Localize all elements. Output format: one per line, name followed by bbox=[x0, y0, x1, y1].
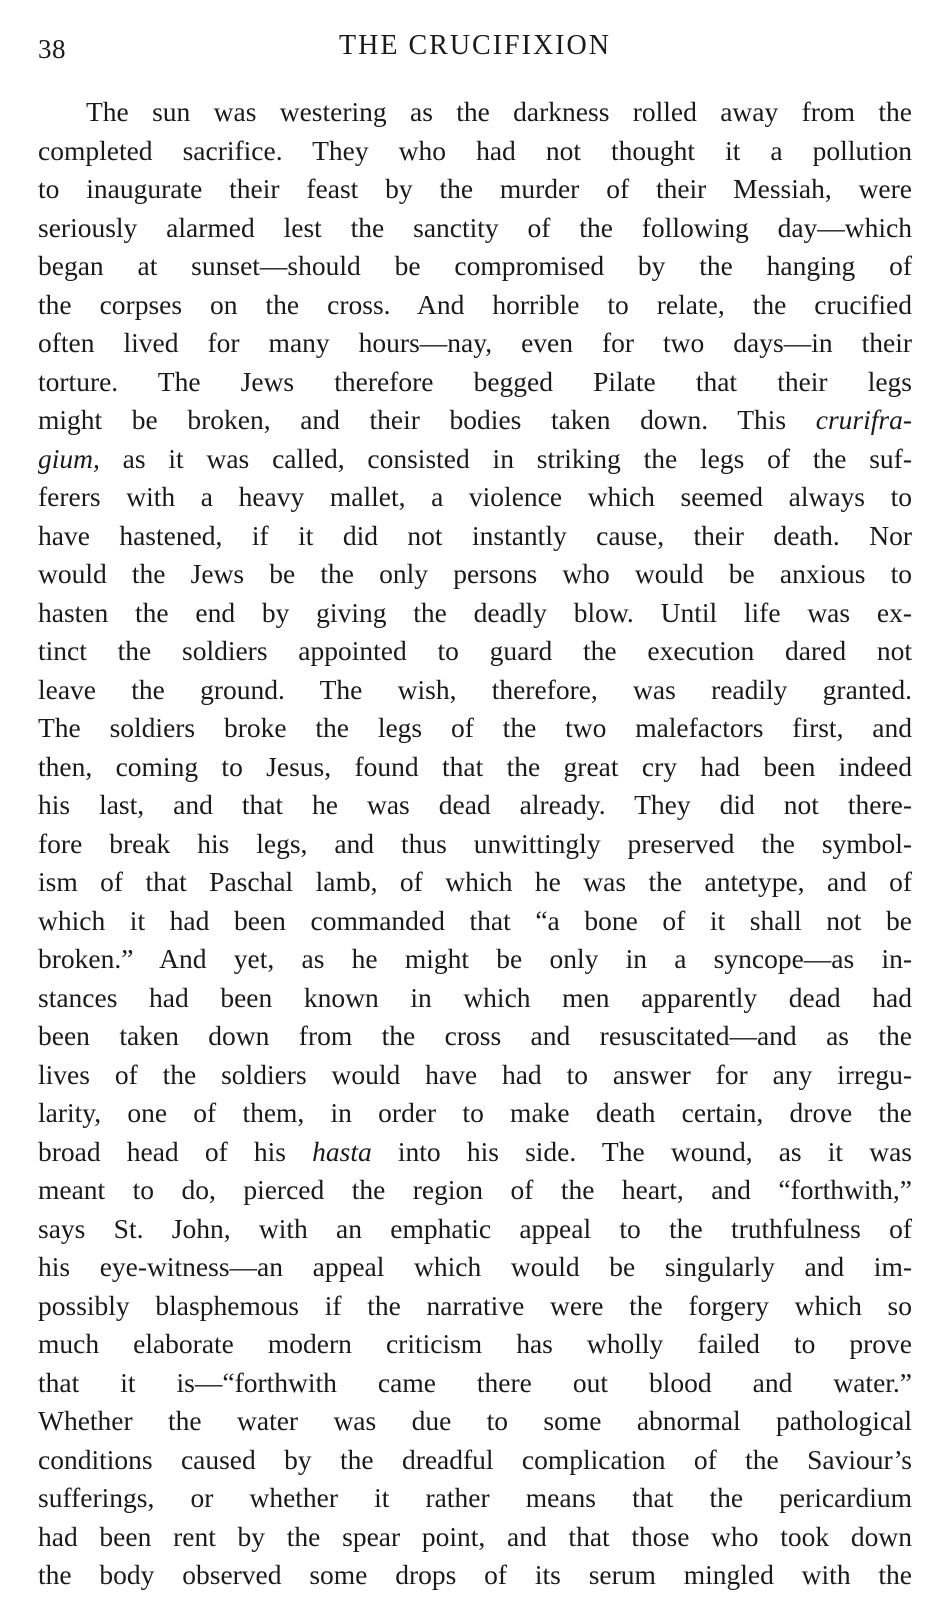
line-text: to inaugurate their feast by the murder of their Messiah, were bbox=[38, 173, 912, 204]
text-line bbox=[38, 170, 912, 209]
line-text: much elaborate modern criticism has wholly failed to prove bbox=[38, 1328, 912, 1359]
line-text: that it is—“forthwith came there out blood and water.” bbox=[38, 1366, 912, 1398]
text-line bbox=[38, 1094, 912, 1133]
line-text: would the Jews be the only persons who would be anxious to bbox=[38, 558, 912, 589]
line-text: meant to do, pierced the region of the heart, and “forthwith,” bbox=[38, 1174, 912, 1205]
line-text: broad head of his bbox=[38, 1135, 313, 1167]
line-text: been taken down from the cross and resuscitated—and as the bbox=[38, 1020, 912, 1051]
line-text: torture. The Jews therefore begged Pilate that their legs bbox=[38, 365, 912, 397]
text-line bbox=[38, 1364, 912, 1403]
text-line bbox=[38, 517, 912, 556]
text-line bbox=[38, 1210, 912, 1249]
line-text: hasten the end by giving the deadly blow. Until life was ex- bbox=[38, 596, 912, 628]
text-line bbox=[38, 632, 912, 671]
text-line bbox=[38, 1556, 912, 1595]
text-line bbox=[38, 401, 912, 440]
line-text: into his side. The wound, as it was bbox=[371, 1135, 912, 1167]
line-text: ism of that Paschal lamb, of which he was the antetype, and of bbox=[38, 866, 912, 897]
italic-term: crurifra- bbox=[815, 404, 912, 435]
text-line bbox=[38, 594, 912, 633]
line-text: ferers with a heavy mallet, a violence which seemed always to bbox=[38, 481, 912, 512]
page-header bbox=[38, 30, 912, 70]
text-line bbox=[38, 709, 912, 748]
text-line bbox=[38, 286, 912, 325]
text-line bbox=[38, 979, 912, 1018]
text-line bbox=[38, 940, 912, 979]
line-text: says St. John, with an emphatic appeal to the truthfulness of bbox=[38, 1212, 912, 1244]
text-line bbox=[38, 825, 912, 864]
line-text: leave the ground. The wish, therefore, was readily granted. bbox=[38, 673, 912, 705]
text-line bbox=[38, 902, 912, 941]
text-line bbox=[38, 93, 912, 132]
text-line bbox=[38, 863, 912, 902]
line-text: sufferings, or whether it rather means that the pericardium bbox=[38, 1482, 912, 1513]
line-text: broken.” And yet, as he might be only in a syncope—as in- bbox=[38, 943, 912, 974]
italic-term: hasta bbox=[312, 1135, 372, 1167]
line-text: had been rent by the spear point, and that those who took down bbox=[38, 1520, 912, 1552]
text-line bbox=[38, 748, 912, 787]
text-line bbox=[38, 209, 912, 248]
text-line bbox=[38, 1325, 912, 1364]
line-text: Whether the water was due to some abnormal pathological bbox=[38, 1405, 912, 1436]
text-line bbox=[38, 132, 912, 171]
line-text: conditions caused by the dreadful complication of the Saviour’s bbox=[38, 1443, 912, 1475]
line-text: which it had been commanded that “a bone of it shall not be bbox=[38, 904, 912, 936]
line-text: completed sacrifice. They who had not thought it a pollution bbox=[38, 134, 912, 166]
line-text: possibly blasphemous if the narrative were the forgery which so bbox=[38, 1289, 912, 1321]
line-text: often lived for many hours—nay, even for two days—in their bbox=[38, 327, 912, 358]
text-line bbox=[38, 363, 912, 402]
line-text: then, coming to Jesus, found that the great cry had been indeed bbox=[38, 750, 912, 782]
text-line bbox=[38, 1248, 912, 1287]
line-text: might be broken, and their bodies taken down. This bbox=[38, 404, 816, 435]
text-line bbox=[38, 1056, 912, 1095]
line-text: larity, one of them, in order to make death certain, drove the bbox=[38, 1097, 912, 1128]
body-paragraph bbox=[38, 93, 912, 1595]
text-line bbox=[38, 440, 912, 479]
text-line bbox=[38, 324, 912, 363]
line-text: his eye-witness—an appeal which would be singularly and im- bbox=[38, 1251, 912, 1282]
line-text: as it was called, consisted in striking the legs of the suf- bbox=[99, 442, 912, 474]
line-text: the body observed some drops of its serum mingled with the bbox=[38, 1559, 912, 1590]
text-line bbox=[38, 786, 912, 825]
line-text: seriously alarmed lest the sanctity of the following day—which bbox=[38, 211, 912, 243]
text-line bbox=[38, 1479, 912, 1518]
text-line bbox=[38, 1402, 912, 1441]
line-text: The sun was westering as the darkness rolled away from the bbox=[86, 96, 912, 127]
italic-term: gium, bbox=[38, 442, 100, 474]
line-text: have hastened, if it did not instantly cause, their death. Nor bbox=[38, 519, 912, 551]
text-line bbox=[38, 247, 912, 286]
text-line bbox=[38, 478, 912, 517]
line-text: began at sunset—should be compromised by the hanging of bbox=[38, 250, 912, 281]
text-line bbox=[38, 1441, 912, 1480]
text-line bbox=[38, 1171, 912, 1210]
page-number: 38 bbox=[38, 34, 66, 64]
text-line bbox=[38, 1287, 912, 1326]
running-head: THE CRUCIFIXION bbox=[339, 30, 611, 61]
line-text: fore break his legs, and thus unwittingly preserved the symbol- bbox=[38, 827, 912, 859]
line-text: lives of the soldiers would have had to answer for any irregu- bbox=[38, 1058, 912, 1090]
text-line bbox=[38, 671, 912, 710]
text-line bbox=[38, 1518, 912, 1557]
text-line bbox=[38, 555, 912, 594]
text-line bbox=[38, 1133, 912, 1172]
line-text: The soldiers broke the legs of the two malefactors first, and bbox=[38, 712, 912, 743]
text-line bbox=[38, 1017, 912, 1056]
line-text: the corpses on the cross. And horrible to relate, the crucified bbox=[38, 288, 912, 320]
line-text: stances had been known in which men apparently dead had bbox=[38, 981, 912, 1013]
line-text: his last, and that he was dead already. They did not there- bbox=[38, 789, 912, 820]
line-text: tinct the soldiers appointed to guard the execution dared not bbox=[38, 635, 912, 666]
